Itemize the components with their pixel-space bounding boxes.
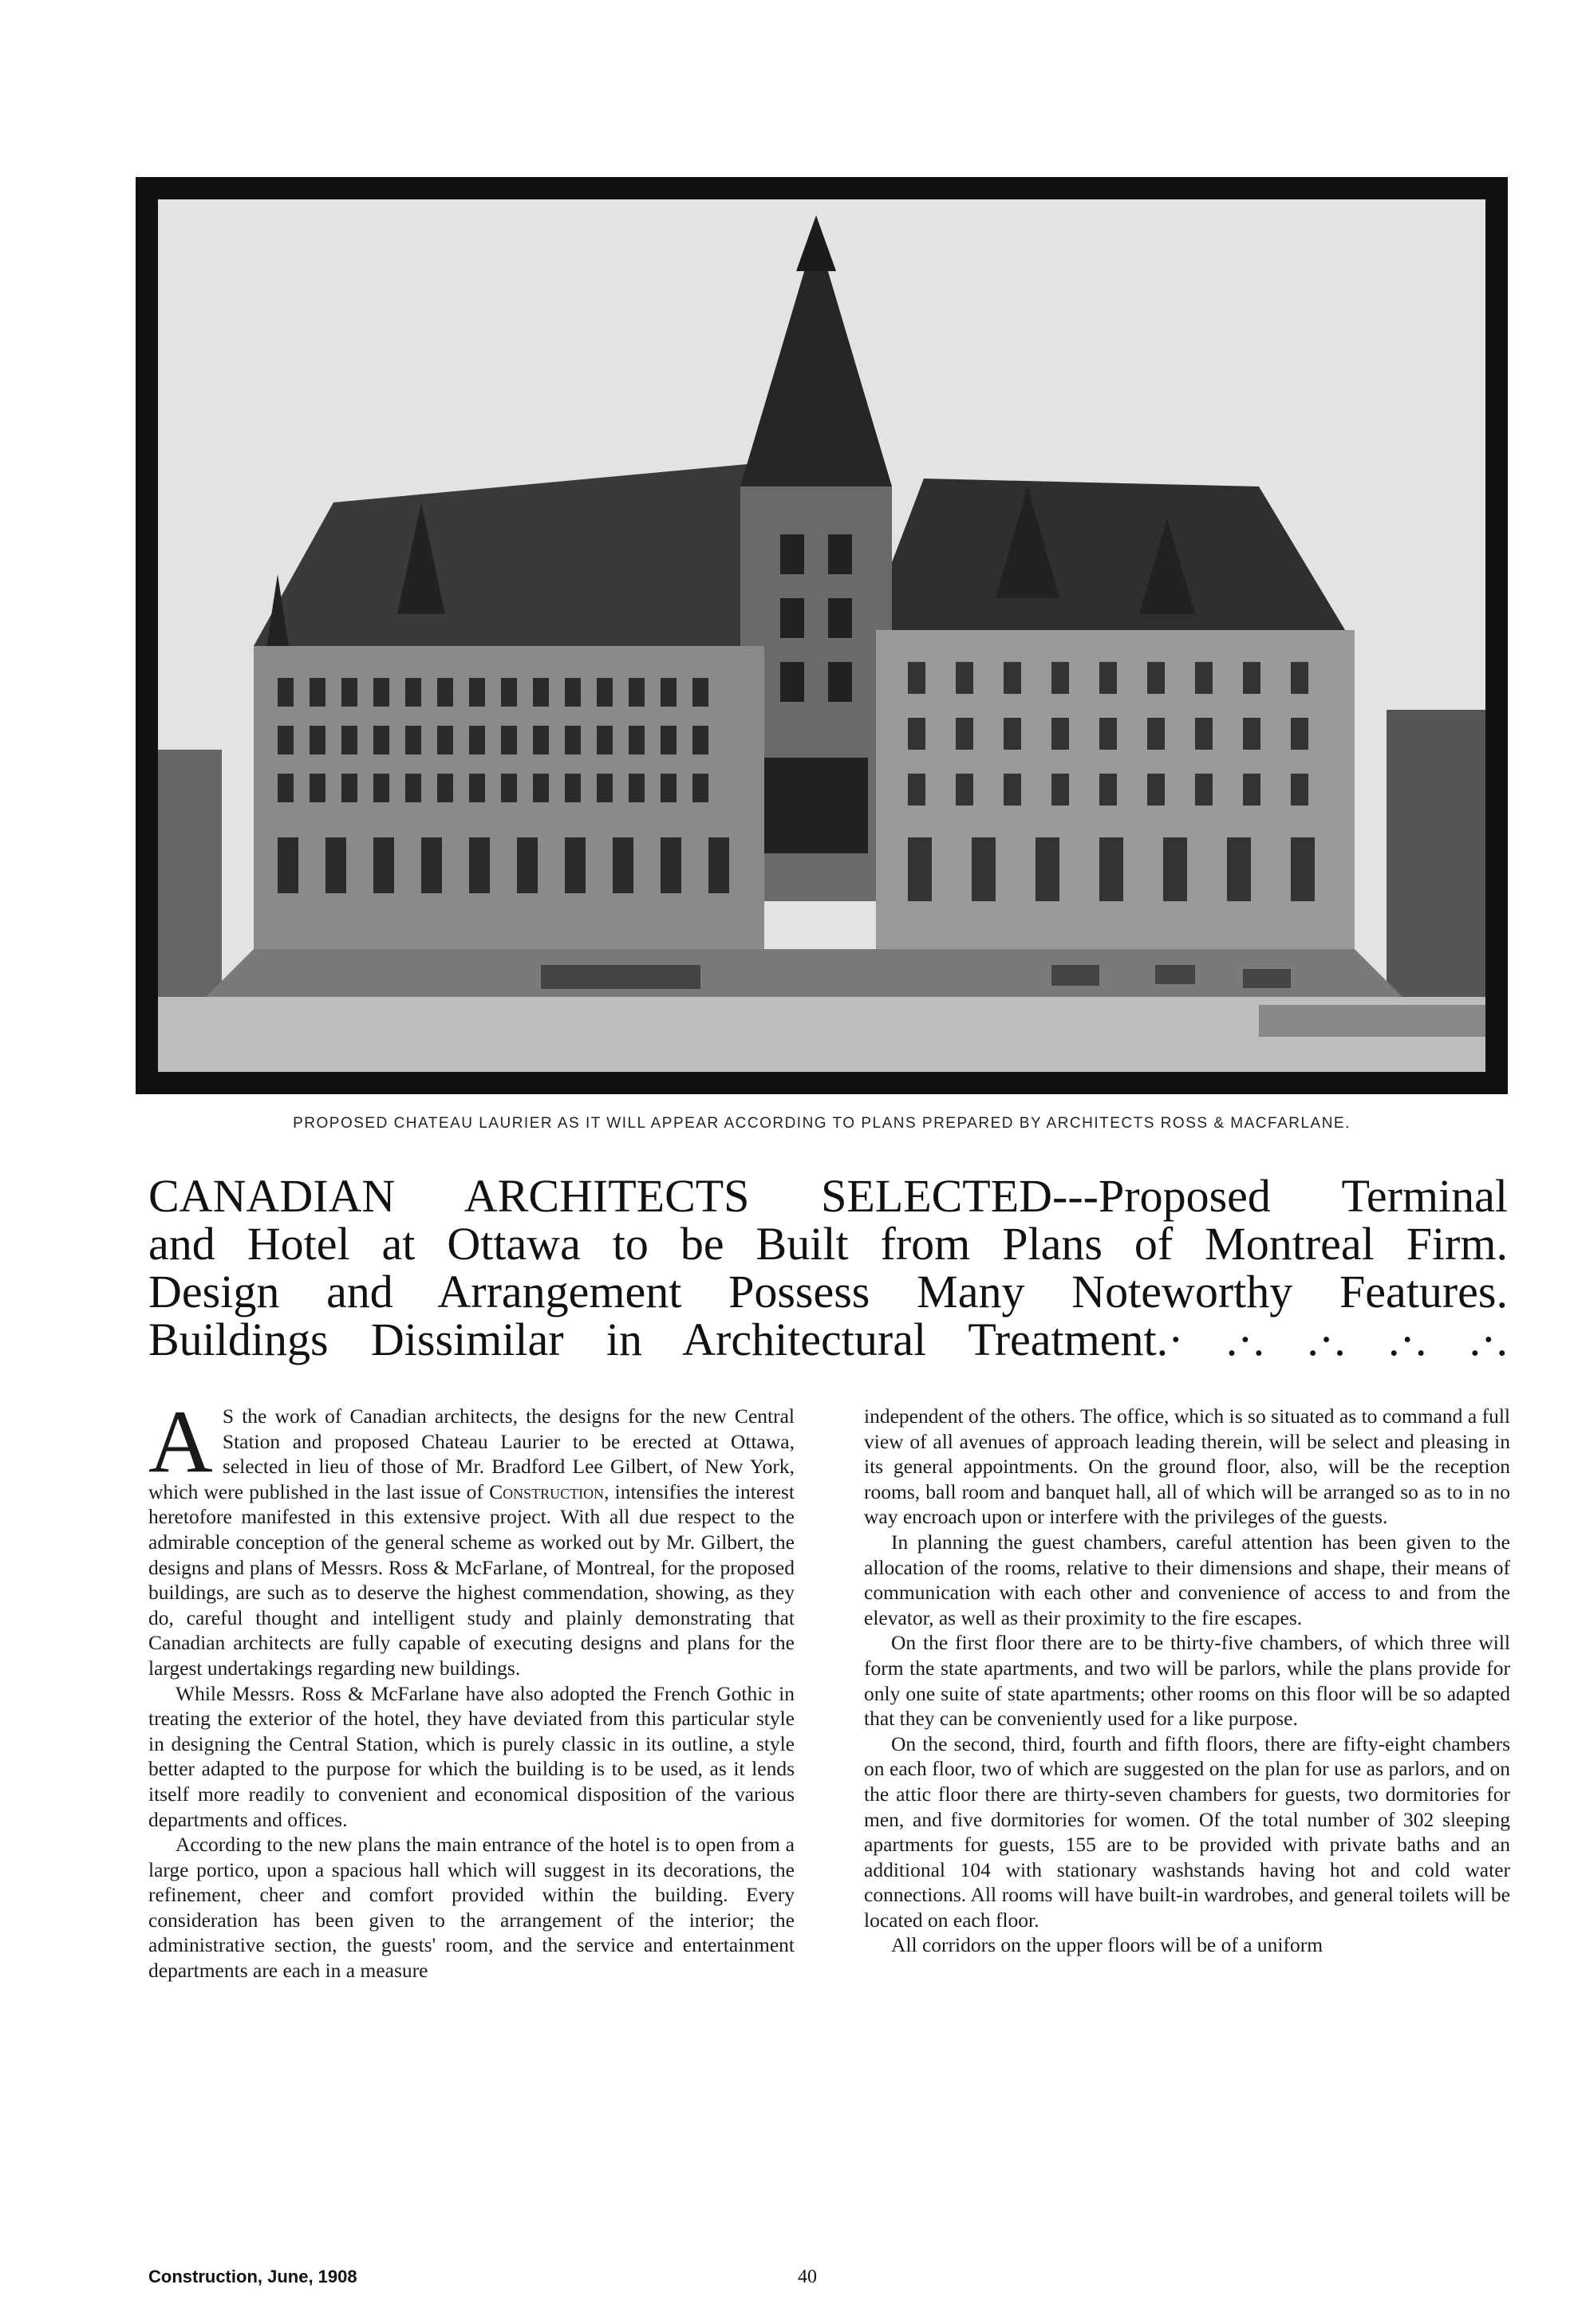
page-number: 40	[798, 2267, 817, 2287]
figure-caption: PROPOSED CHATEAU LAURIER AS IT WILL APPEAR ACCORDING TO PLANS PREPARED BY ARCHITECTS ROSS & MACFARLANE.	[293, 1115, 1351, 1132]
paragraph: independent of the others. The office, which is so situated as to command a full view of all avenues of approach leading therein, will be select and pleasing in its general appointments. On the ground floor, also, will be the reception rooms, ball room and banquet hall, all of which will be arranged so as to in no way encroach upon or interfere with the privileges of the guests.	[864, 1404, 1510, 1529]
hotel-engraving	[158, 199, 1485, 1072]
publication-footer: Construction, June, 1908	[148, 2267, 357, 2287]
article-headline	[148, 1172, 1508, 1364]
paragraph: While Messrs. Ross & McFarlane have also adopted the French Gothic in treating the exterior of the hotel, they have deviated from this particular style in designing the Central Station, which is purely classic in its outline, a style better adapted to the purpose for which the building is to be used, as it lends itself more readily to convenient and economical disposition of the various departments and offices.	[148, 1681, 795, 1831]
headline-line-3: Design and Arrangement Possess Many Noteworthy Features.	[148, 1266, 1508, 1318]
headline-line-4: Buildings Dissimilar in Architectural Treatment.· .·. .·. .·. .·.	[148, 1314, 1508, 1365]
magazine-name: Construction	[489, 1479, 605, 1503]
paragraph: On the first floor there are to be thirty-five chambers, of which three will form the state apartments, and two will be parlors, while the plans provide for only one suite of state apartments; other rooms on this floor will be so adapted that they can be conveniently used for a like purpose.	[864, 1631, 1510, 1731]
paragraph: According to the new plans the main entrance of the hotel is to open from a large portico, upon a spacious hall which will suggest in its decorations, the refinement, cheer and comfort provided within the building. Every consideration has been given to the arrangement of the interior; the administrative section, the guests' room, and the service and entertainment departments are each in a measure	[148, 1833, 795, 1983]
paragraph: A S the work of Canadian architects, the designs for the new Central Station and proposed Chateau Laurier to be erected at Ottawa, selected in lieu of those of Mr. Bradford Lee Gilbert, of New York, which were published in the last issue of Construction, intensifies the interest heretofore manifested in this extensive project. With all due respect to the admirable conception of the general scheme as worked out by Mr. Gilbert, the designs and plans of Messrs. Ross & McFarlane, of Montreal, for the proposed buildings, are such as to deserve the highest commendation, showing, as they do, careful thought and intelligent study and plainly demonstrating that Canadian architects are fully capable of executing designs and plans for the largest undertakings regarding new buildings.	[148, 1392, 795, 1680]
hotel-illustration	[136, 177, 1508, 1094]
paragraph: All corridors on the upper floors will be of a uniform	[891, 1933, 1324, 1957]
paragraph: In planning the guest chambers, careful attention has been given to the allocation of the rooms, relative to their dimensions and shape, their means of communication with each other and convenience of access to and from the elevator, as well as their proximity to the fire escapes.	[864, 1530, 1510, 1629]
article-column-left	[148, 1392, 795, 1983]
article-column-right	[864, 1404, 1510, 1958]
headline-line-1: CANADIAN ARCHITECTS SELECTED---Proposed Terminal	[148, 1170, 1508, 1222]
headline-line-2: and Hotel at Ottawa to be Built from Plans of Montreal Firm.	[148, 1218, 1508, 1270]
paragraph: On the second, third, fourth and fifth floors, there are fifty-eight chambers on each floor, two of which are suggested on the plan for use as parlors, and on the attic floor there are thirty-seven chambers for guests, two dormitories for men, and five dormitories for women. Of the total number of 302 sleeping apartments for guests, 155 are to be provided with private baths and an additional 104 with stationary washstands having hot and cold water connections. All rooms will have built-in wardrobes, and general toilets will be located on each floor.	[864, 1731, 1510, 1932]
drop-cap: A	[148, 1392, 213, 1491]
